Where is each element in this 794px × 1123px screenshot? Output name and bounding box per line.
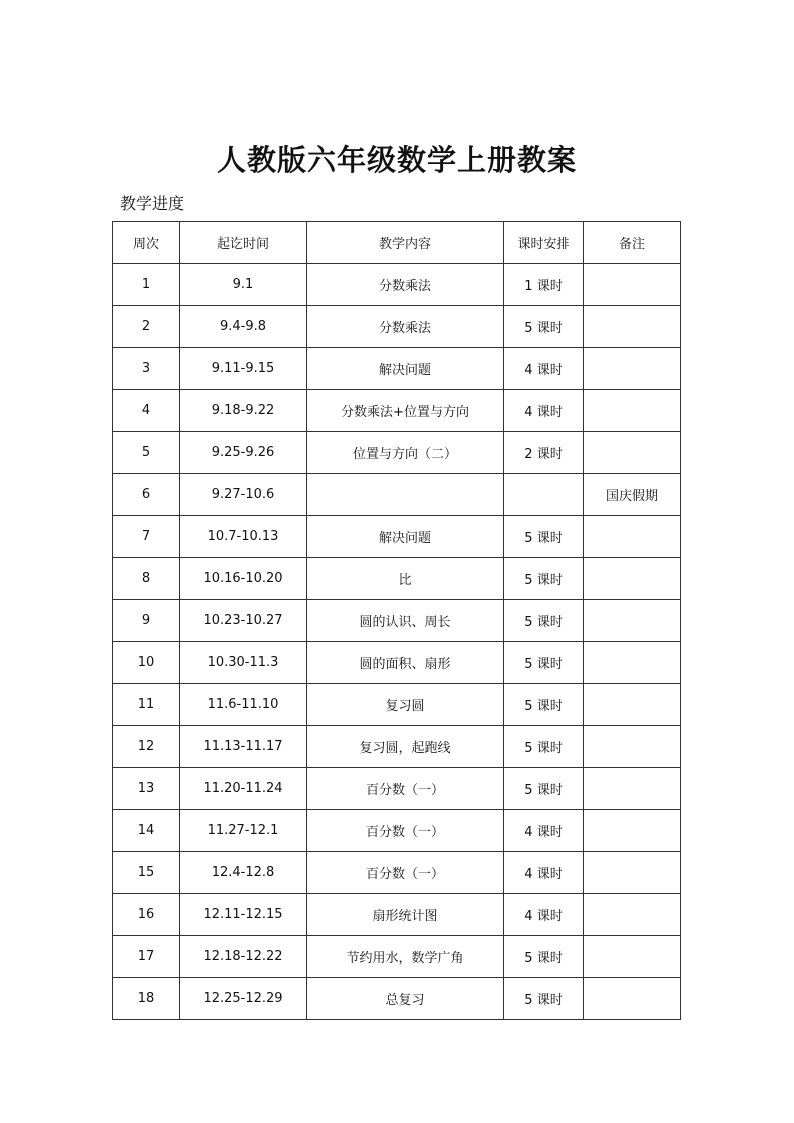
hours-cell: 5 课时 <box>504 642 584 684</box>
hours-cell: 4 课时 <box>504 852 584 894</box>
hours-cell: 1 课时 <box>504 264 584 306</box>
hours-cell: 5 课时 <box>504 726 584 768</box>
header-period: 起讫时间 <box>180 222 307 264</box>
table-row <box>113 684 681 726</box>
notes-cell <box>584 642 681 684</box>
hours-cell: 2 课时 <box>504 432 584 474</box>
period-cell: 10.30-11.3 <box>180 642 307 684</box>
period-cell: 9.18-9.22 <box>180 390 307 432</box>
section-label: 教学进度 <box>120 194 185 213</box>
period-cell: 11.13-11.17 <box>180 726 307 768</box>
week-cell: 9 <box>113 600 180 642</box>
table-row <box>113 558 681 600</box>
content-cell: 解决问题 <box>307 348 504 390</box>
content-cell: 总复习 <box>307 978 504 1020</box>
table-row <box>113 768 681 810</box>
content-cell: 分数乘法 <box>307 306 504 348</box>
hours-cell: 5 课时 <box>504 558 584 600</box>
notes-cell <box>584 978 681 1020</box>
content-cell: 复习圆，起跑线 <box>307 726 504 768</box>
hours-cell: 5 课时 <box>504 306 584 348</box>
hours-cell: 4 课时 <box>504 390 584 432</box>
week-cell: 1 <box>113 264 180 306</box>
week-cell: 18 <box>113 978 180 1020</box>
notes-cell <box>584 516 681 558</box>
week-cell: 13 <box>113 768 180 810</box>
week-cell: 5 <box>113 432 180 474</box>
hours-cell: 5 课时 <box>504 936 584 978</box>
content-cell: 比 <box>307 558 504 600</box>
notes-cell <box>584 684 681 726</box>
table-row <box>113 978 681 1020</box>
week-cell: 6 <box>113 474 180 516</box>
week-cell: 8 <box>113 558 180 600</box>
notes-cell <box>584 264 681 306</box>
table-row <box>113 348 681 390</box>
content-cell <box>307 474 504 516</box>
hours-cell: 5 课时 <box>504 978 584 1020</box>
notes-cell <box>584 810 681 852</box>
week-cell: 12 <box>113 726 180 768</box>
table-row <box>113 810 681 852</box>
table-header-row <box>113 222 681 264</box>
period-cell: 12.4-12.8 <box>180 852 307 894</box>
hours-cell: 5 课时 <box>504 768 584 810</box>
week-cell: 3 <box>113 348 180 390</box>
notes-cell <box>584 768 681 810</box>
table-row <box>113 306 681 348</box>
hours-cell: 4 课时 <box>504 348 584 390</box>
document-title: 人教版六年级数学上册教案 <box>216 143 577 177</box>
table-row <box>113 432 681 474</box>
notes-cell <box>584 390 681 432</box>
week-cell: 15 <box>113 852 180 894</box>
notes-cell: 国庆假期 <box>584 474 681 516</box>
header-hours: 课时安排 <box>504 222 584 264</box>
notes-cell <box>584 936 681 978</box>
hours-cell <box>504 474 584 516</box>
table-row <box>113 726 681 768</box>
content-cell: 百分数（一） <box>307 768 504 810</box>
week-cell: 7 <box>113 516 180 558</box>
hours-cell: 4 课时 <box>504 894 584 936</box>
content-cell: 节约用水，数学广角 <box>307 936 504 978</box>
period-cell: 9.25-9.26 <box>180 432 307 474</box>
content-cell: 位置与方向（二） <box>307 432 504 474</box>
week-cell: 2 <box>113 306 180 348</box>
week-cell: 4 <box>113 390 180 432</box>
period-cell: 11.27-12.1 <box>180 810 307 852</box>
period-cell: 10.16-10.20 <box>180 558 307 600</box>
period-cell: 10.23-10.27 <box>180 600 307 642</box>
table-row <box>113 474 681 516</box>
period-cell: 11.6-11.10 <box>180 684 307 726</box>
content-cell: 复习圆 <box>307 684 504 726</box>
table-row <box>113 894 681 936</box>
content-cell: 百分数（一） <box>307 852 504 894</box>
period-cell: 9.11-9.15 <box>180 348 307 390</box>
hours-cell: 5 课时 <box>504 516 584 558</box>
table-body <box>113 264 681 1020</box>
period-cell: 9.1 <box>180 264 307 306</box>
week-cell: 17 <box>113 936 180 978</box>
notes-cell <box>584 306 681 348</box>
period-cell: 12.18-12.22 <box>180 936 307 978</box>
notes-cell <box>584 558 681 600</box>
hours-cell: 5 课时 <box>504 684 584 726</box>
period-cell: 12.25-12.29 <box>180 978 307 1020</box>
table-row <box>113 516 681 558</box>
period-cell: 9.4-9.8 <box>180 306 307 348</box>
table-row <box>113 642 681 684</box>
content-cell: 圆的认识、周长 <box>307 600 504 642</box>
content-cell: 百分数（一） <box>307 810 504 852</box>
content-cell: 分数乘法 <box>307 264 504 306</box>
table-row <box>113 600 681 642</box>
notes-cell <box>584 726 681 768</box>
notes-cell <box>584 432 681 474</box>
notes-cell <box>584 852 681 894</box>
notes-cell <box>584 348 681 390</box>
header-content: 教学内容 <box>307 222 504 264</box>
content-cell: 解决问题 <box>307 516 504 558</box>
week-cell: 11 <box>113 684 180 726</box>
table-row <box>113 936 681 978</box>
header-week: 周次 <box>113 222 180 264</box>
notes-cell <box>584 894 681 936</box>
hours-cell: 4 课时 <box>504 810 584 852</box>
teaching-schedule-table <box>112 221 681 1020</box>
table-row <box>113 264 681 306</box>
period-cell: 10.7-10.13 <box>180 516 307 558</box>
week-cell: 10 <box>113 642 180 684</box>
content-cell: 圆的面积、扇形 <box>307 642 504 684</box>
table-row <box>113 852 681 894</box>
content-cell: 分数乘法+位置与方向 <box>307 390 504 432</box>
header-notes: 备注 <box>584 222 681 264</box>
notes-cell <box>584 600 681 642</box>
period-cell: 9.27-10.6 <box>180 474 307 516</box>
content-cell: 扇形统计图 <box>307 894 504 936</box>
table-row <box>113 390 681 432</box>
hours-cell: 5 课时 <box>504 600 584 642</box>
week-cell: 14 <box>113 810 180 852</box>
period-cell: 11.20-11.24 <box>180 768 307 810</box>
week-cell: 16 <box>113 894 180 936</box>
period-cell: 12.11-12.15 <box>180 894 307 936</box>
